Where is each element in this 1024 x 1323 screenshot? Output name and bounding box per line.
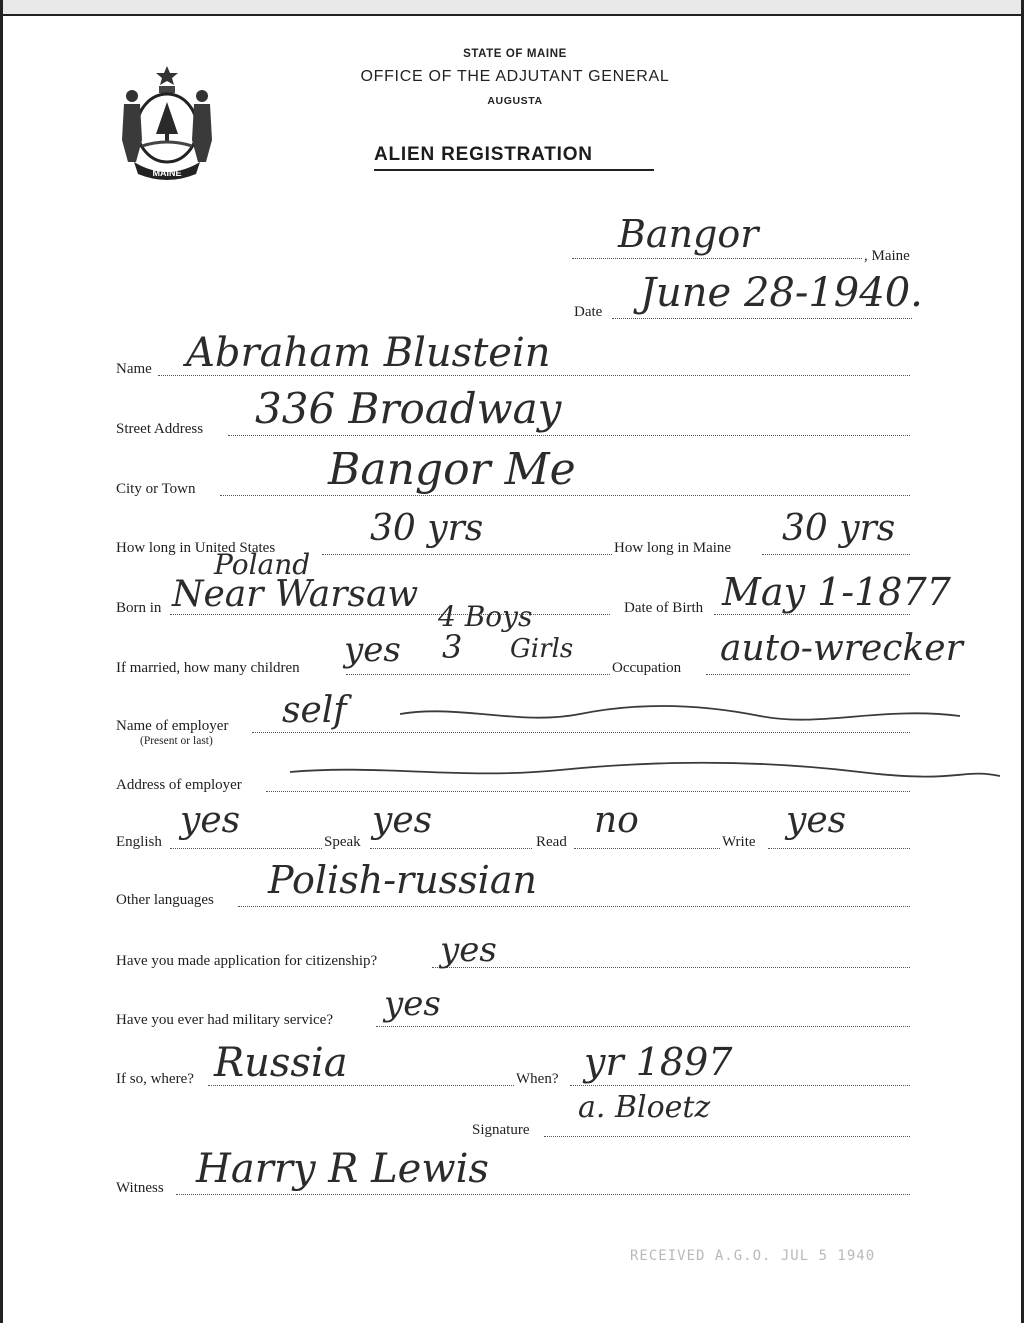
us-duration-label: How long in United States — [116, 540, 276, 556]
place-suffix: , Maine — [864, 248, 910, 264]
boys-value: 4 Boys — [438, 600, 533, 633]
write-value: yes — [786, 800, 847, 841]
citizenship-value: yes — [440, 930, 497, 970]
signature-label: Signature — [472, 1122, 530, 1138]
occupation-label: Occupation — [612, 660, 682, 676]
name-value: Abraham Blustein — [186, 330, 551, 376]
city-label: City or Town — [116, 481, 196, 497]
city-value: Bangor Me — [328, 444, 576, 495]
married-value: yes — [344, 630, 401, 670]
header-state: STATE OF MAINE — [463, 48, 567, 60]
header-office: OFFICE OF THE ADJUTANT GENERAL — [360, 68, 670, 85]
form-title: ALIEN REGISTRATION — [374, 144, 593, 165]
read-value: no — [594, 800, 639, 841]
speak-value: yes — [372, 800, 433, 841]
employer-address-label: Address of employer — [116, 777, 242, 793]
languages-label: Other languages — [116, 892, 214, 908]
place-value: Bangor — [618, 212, 759, 256]
employer-sublabel: (Present or last) — [140, 735, 213, 747]
where-label: If so, where? — [116, 1071, 194, 1087]
languages-value: Polish-russian — [268, 858, 537, 902]
children-label: If married, how many children — [116, 660, 300, 676]
born-country-value: Poland — [214, 548, 311, 581]
military-value: yes — [384, 984, 441, 1024]
military-label: Have you ever had military service? — [116, 1012, 333, 1028]
maine-duration-value: 30 yrs — [782, 508, 896, 549]
where-value: Russia — [214, 1040, 348, 1086]
write-label: Write — [722, 834, 756, 850]
read-label: Read — [536, 834, 567, 850]
when-label: When? — [516, 1071, 559, 1087]
date-value: June 28-1940. — [640, 270, 923, 316]
employer-value: self — [282, 690, 347, 731]
english-value: yes — [180, 800, 241, 841]
witness-label: Witness — [116, 1180, 164, 1196]
street-label: Street Address — [116, 421, 204, 437]
born-value: Near Warsaw — [172, 574, 419, 615]
header-city: AUGUSTA — [487, 95, 543, 107]
girls-value: Girls — [510, 634, 574, 664]
children-count-value: 3 — [442, 628, 463, 666]
witness-value: Harry R Lewis — [196, 1146, 489, 1192]
dob-label: Date of Birth — [624, 600, 704, 616]
when-value: yr 1897 — [584, 1040, 733, 1084]
date-label: Date — [574, 304, 603, 320]
street-value: 336 Broadway — [255, 384, 562, 433]
seal-banner: MAINE — [152, 168, 182, 178]
us-duration-value: 30 yrs — [370, 508, 484, 549]
citizenship-label: Have you made application for citizenship? — [116, 953, 378, 969]
speak-label: Speak — [324, 834, 361, 850]
dob-value: May 1-1877 — [722, 570, 951, 614]
received-stamp: RECEIVED A.G.O. JUL 5 1940 — [630, 1248, 876, 1264]
name-label: Name — [116, 361, 152, 377]
born-label: Born in — [116, 600, 162, 616]
employer-label: Name of employer — [116, 718, 229, 734]
occupation-value: auto-wrecker — [720, 628, 963, 669]
signature-value: a. Bloetz — [578, 1090, 711, 1125]
english-label: English — [116, 834, 162, 850]
maine-duration-label: How long in Maine — [614, 540, 732, 556]
